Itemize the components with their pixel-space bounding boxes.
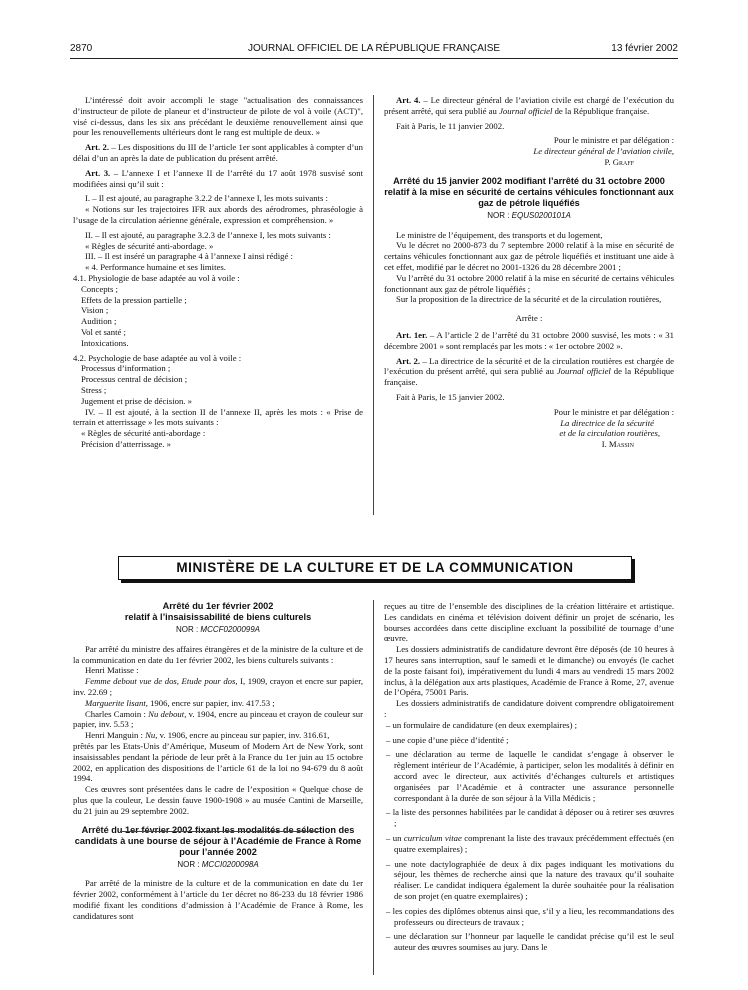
article-label: Art. 2. bbox=[85, 142, 110, 153]
signature-date: Fait à Paris, le 15 janvier 2002. bbox=[396, 391, 505, 402]
paragraph: L’intéressé doit avoir accompli le stage "actualisation des connaissances d’instructeur de pilote de planeur et d’instructeur de pilote de vol à voile (ACT)", visé ci-dessus, dans les six ans précédant le deuxième renouvellement ainsi que pour les renouvellements ultérieurs dont le rang est multiple de deux. » bbox=[73, 95, 363, 138]
signature-date: Fait à Paris, le 11 janvier 2002. bbox=[396, 120, 505, 131]
list-item: Intoxications. bbox=[81, 337, 129, 348]
arrete-heading: Arrête : bbox=[515, 313, 543, 324]
issue-date: 13 février 2002 bbox=[611, 43, 678, 54]
artwork bbox=[73, 698, 363, 709]
signature-title: La directrice de la sécurité bbox=[560, 417, 654, 428]
paragraph: Par arrêté du ministre des affaires étrangères et de la ministre de la culture et de la communication en date du 1er février 2002, les biens culturels suivants : bbox=[73, 643, 363, 665]
item-iii: III. – Il est inséré un paragraphe 4 à l’annexe I ainsi rédigé : bbox=[85, 251, 293, 262]
column-divider bbox=[373, 600, 374, 975]
paragraph: Le ministre de l’équipement, des transports et du logement, bbox=[396, 229, 603, 240]
signature-line bbox=[384, 146, 674, 157]
quote: « Notions sur les trajectoires IFR aux abords des aérodromes, phraséologie à l’usage de la circulation aérienne générale, expression et compréhension. » bbox=[73, 204, 363, 225]
section-4-1: 4.1. Physiologie de base adaptée au vol à voile : bbox=[73, 272, 240, 283]
page-number: 2870 bbox=[70, 43, 93, 54]
artwork-details: v. 1904, encre au pinceau et crayon de couleur sur papier, inv. 5.53 ; bbox=[73, 708, 363, 730]
list-item: Vol et santé ; bbox=[81, 326, 126, 337]
decree-title: relatif à l’insaisissabilité de biens culturels bbox=[124, 612, 312, 622]
item-iv: IV. – Il est ajouté, à la section II de l’annexe II, après les mots : « Prise de terrain et atterrissage » les mots suivants : bbox=[73, 406, 363, 428]
signature-line: Pour le ministre et par délégation : bbox=[553, 135, 674, 146]
list-item: Jugement et prise de décision. » bbox=[81, 395, 192, 406]
nor-label: NOR : bbox=[487, 210, 512, 220]
list-item: Processus central de décision ; bbox=[81, 374, 188, 385]
artwork bbox=[73, 709, 363, 731]
list-item: – un formulaire de candidature (en deux exemplaires) ; bbox=[386, 719, 578, 730]
list-item: – une note dactylographiée de deux à dix pages indiquant les motivations du séjour, les thèmes de recherche ainsi que la nature des travaux qu’il souhaite réaliser. Le candidat indiquera également la durée souhaitée pour la réalisation de son projet (en quatre exemplaires) ; bbox=[386, 858, 674, 901]
signatory: I. Massin bbox=[601, 439, 634, 450]
article-4 bbox=[384, 95, 674, 117]
paragraph: Ces œuvres sont présentées dans le cadre de l’exposition « Quelque chose de plus que la couleur, Le dessin fauve 1900-1908 » au musée Cantini de Marseille, du 21 juin au 29 septembre 2002. bbox=[73, 784, 363, 816]
quote: « Règles de sécurité anti-abordage. » bbox=[85, 240, 214, 251]
bottom-left-column bbox=[73, 601, 363, 922]
list-item: – les copies des diplômes obtenus ainsi que, s’il y a lieu, les recommandations des professeurs ou directeurs de travaux ; bbox=[386, 905, 674, 927]
list-term: curriculum vitae bbox=[403, 832, 462, 843]
signature-title: Le directeur général de l’aviation civile, bbox=[533, 146, 674, 157]
article-2 bbox=[73, 142, 363, 164]
list-item: – une déclaration au terme de laquelle le candidat s’engage à observer le règlement intérieur de l’Académie, à participer, selon les modalités à définir en accord avec le directeur, aux activités d’échanges culturels et artistiques organisées par l’Académie et à contracter une assurance personnelle correspondant à la durée de son séjour à la Villa Médicis ; bbox=[386, 749, 674, 803]
list-item: Concepts ; bbox=[81, 283, 118, 294]
artist: Henri Matisse : bbox=[85, 665, 139, 676]
nor-reference bbox=[73, 625, 363, 636]
signature-name bbox=[384, 157, 634, 168]
signature-name bbox=[384, 439, 634, 450]
journal-title: JOURNAL OFFICIEL DE LA RÉPUBLIQUE FRANÇAISE bbox=[247, 43, 501, 54]
artwork bbox=[73, 676, 363, 698]
item-i: I. – Il est ajouté, au paragraphe 3.2.2 de l’annexe I, les mots suivants : bbox=[85, 193, 328, 204]
section-rule bbox=[120, 831, 320, 832]
list-item: Effets de la pression partielle ; bbox=[81, 294, 187, 305]
artwork-details: v. 1906, encre au pinceau sur papier, inv. 316.61, bbox=[157, 730, 330, 741]
nor-code: EQUS0200101A bbox=[511, 210, 571, 220]
paragraph: Les dossiers administratifs de candidature doivent comprendre obligatoirement : bbox=[384, 698, 674, 719]
article-3 bbox=[73, 168, 363, 190]
nor-reference bbox=[73, 860, 363, 871]
journal-ref: Journal officiel bbox=[556, 366, 611, 377]
artwork-title: Marguerite lisant, bbox=[85, 697, 148, 708]
article-text: – A l’article 2 de l’arrêté du 31 octobre 2000 susvisé, les mots : « 31 décembre 2001 » sont remplacés par les mots : « 1er octobre 2002 ». bbox=[384, 329, 674, 351]
signature-line: Pour le ministre et par délégation : bbox=[553, 406, 674, 417]
artwork bbox=[73, 730, 363, 741]
ministry-banner: MINISTÈRE DE LA CULTURE ET DE LA COMMUNICATION bbox=[118, 556, 632, 580]
paragraph: Vu l’arrêté du 31 octobre 2000 relatif à la mise en sécurité de certains véhicules fonctionnant aux gaz de pétrole liquéfiés ; bbox=[384, 272, 674, 294]
artwork-title: Nu, bbox=[145, 730, 158, 741]
list-item: – une déclaration sur l’honneur par laquelle le candidat précise qu’il est le seul auteur des œuvres soumises au jury. Dans le bbox=[386, 931, 674, 953]
nor-reference bbox=[384, 211, 674, 222]
paragraph: Les dossiers administratifs de candidature devront être déposés (de 10 heures à 17 heures sans interruption, sauf le samedi et le dimanche) ou envoyés (le cachet de la poste faisant foi), impérativement du lundi 4 mars au vendredi 15 mars 2002 inclus, à la délégation aux arts plastiques, Académie de France à Rome, 27, avenue de l’Opéra, 75001 Paris. bbox=[384, 644, 674, 698]
article-label: Art. 1er. bbox=[396, 329, 428, 340]
nor-label: NOR : bbox=[177, 859, 202, 869]
artist: Charles Camoin : bbox=[85, 708, 149, 719]
artwork-title: Femme debout vue de dos, Etude pour dos, bbox=[85, 676, 238, 687]
article-text: – Le directeur général de l’aviation civile est chargé de l’exécution du présent arrêté, qui sera publié au bbox=[384, 95, 674, 116]
article-text: – Les dispositions du III de l’article 1er sont applicables à compter d’un délai d’un an après la date de publication du présent arrêté. bbox=[73, 142, 363, 163]
decree-title: Arrêté du 1er février 2002 fixant les modalités de sélection des candidats à une bourse de séjour à l’Académie de France à Rome pour l’année 2002 bbox=[74, 824, 362, 857]
list-text: comprenant la liste des travaux précédemment effectués (en quatre exemplaires) ; bbox=[394, 832, 674, 854]
quote: « Règles de sécurité anti-abordage : bbox=[81, 428, 206, 439]
article-text: de la République française. bbox=[384, 366, 674, 388]
article-2 bbox=[384, 356, 674, 388]
article-label: Art. 3. bbox=[85, 167, 111, 178]
list-item bbox=[384, 833, 674, 855]
list-item: Processus d’information ; bbox=[81, 363, 171, 374]
top-left-column bbox=[73, 95, 363, 450]
paragraph: Vu le décret no 2000-873 du 7 septembre 2000 relatif à la mise en sécurité de certains véhicules fonctionnant aux gaz de pétrole liquéfiés et instituant une aide à cet effet, modifié par le décret no 2001-1326 du 28 décembre 2001 ; bbox=[384, 240, 674, 272]
section-4-2: 4.2. Psychologie de base adaptée au vol à voile : bbox=[73, 352, 242, 363]
article-text: – L’annexe I et l’annexe II de l’arrêté du 17 août 1978 susvisé sont modifiées ainsi qu’il suit : bbox=[73, 167, 363, 189]
paragraph: reçues au titre de l’ensemble des disciplines de la création littéraire et artistique. Les candidats en cinéma et télévision doivent définir un projet de scénario, les bourses accordées dans cette discipline excluant la possibilité de tournage d’une œuvre. bbox=[384, 601, 674, 644]
list-item: Stress ; bbox=[81, 384, 107, 395]
nor-code: MCCF0200099A bbox=[200, 625, 261, 634]
article-1 bbox=[384, 330, 674, 352]
quote: « 4. Performance humaine et ses limites. bbox=[85, 262, 226, 273]
paragraph: Par arrêté de la ministre de la culture et de la communication en date du 1er février 2002, conformément à l’article du 1er décret no 86-233 du 18 février 1986 modifié fixant les conditions d’admission à l’Académie de France à Rome, les candidatures sont bbox=[73, 878, 363, 921]
list-item: – la liste des personnes habilitées par le candidat à déposer ou à retirer ses œuvres ; bbox=[386, 807, 674, 829]
signature-title: et de la circulation routières, bbox=[559, 428, 660, 439]
article-label: Art. 4. bbox=[396, 95, 421, 105]
column-divider bbox=[373, 95, 374, 515]
decree-title: Arrêté du 15 janvier 2002 modifiant l’arrêté du 31 octobre 2000 relatif à la mise en sécurité de certains véhicules fonctionnant aux gaz de pétrole liquéfiés bbox=[384, 175, 674, 208]
decree-title: Arrêté du 1er février 2002 bbox=[162, 601, 274, 611]
paragraph: Sur la proposition de la directrice de la sécurité et de la circulation routières, bbox=[396, 294, 662, 305]
list-text: – un bbox=[386, 832, 404, 843]
nor-label: NOR : bbox=[175, 625, 201, 634]
header-rule bbox=[70, 58, 678, 59]
artwork-title: Nu debout, bbox=[148, 708, 187, 719]
artwork-details: I, 1909, crayon et encre sur papier, inv. 22.69 ; bbox=[73, 676, 363, 697]
signature-line bbox=[384, 428, 660, 439]
list-item: Vision ; bbox=[81, 305, 109, 316]
artwork-details: 1906, encre sur papier, inv. 417.53 ; bbox=[147, 697, 275, 708]
article-label: Art. 2. bbox=[396, 355, 421, 366]
item-ii: II. – Il est ajouté, au paragraphe 3.2.3 de l’annexe I, les mots suivants : bbox=[85, 229, 331, 240]
bottom-right-column bbox=[384, 601, 674, 957]
top-right-column bbox=[384, 95, 674, 450]
article-text: de la République française. bbox=[552, 105, 650, 116]
artist: Henri Manguin : bbox=[85, 730, 146, 741]
journal-ref: Journal officiel bbox=[499, 105, 553, 116]
signatory: P. Graff bbox=[604, 156, 634, 167]
signature-line bbox=[384, 418, 654, 429]
paragraph: prêtés par les Etats-Unis d’Amérique, Museum of Modern Art de New York, sont insaisissables pendant la période de leur prêt à la France du 1er juin au 15 octobre 2002, en application des dispositions de l’article 61 de la loi no 94-679 du 8 août 1994. bbox=[73, 740, 363, 784]
list-item: Audition ; bbox=[81, 316, 117, 327]
article-text: – La directrice de la sécurité et de la circulation routières est chargée de l’exécution du présent arrêté, qui sera publié au bbox=[384, 355, 674, 377]
page-header bbox=[70, 43, 678, 57]
list-item: – une copie d’une pièce d’identité ; bbox=[386, 734, 509, 745]
nor-code: MCCI0200098A bbox=[201, 859, 259, 869]
quote: Précision d’atterrissage. » bbox=[81, 438, 171, 449]
